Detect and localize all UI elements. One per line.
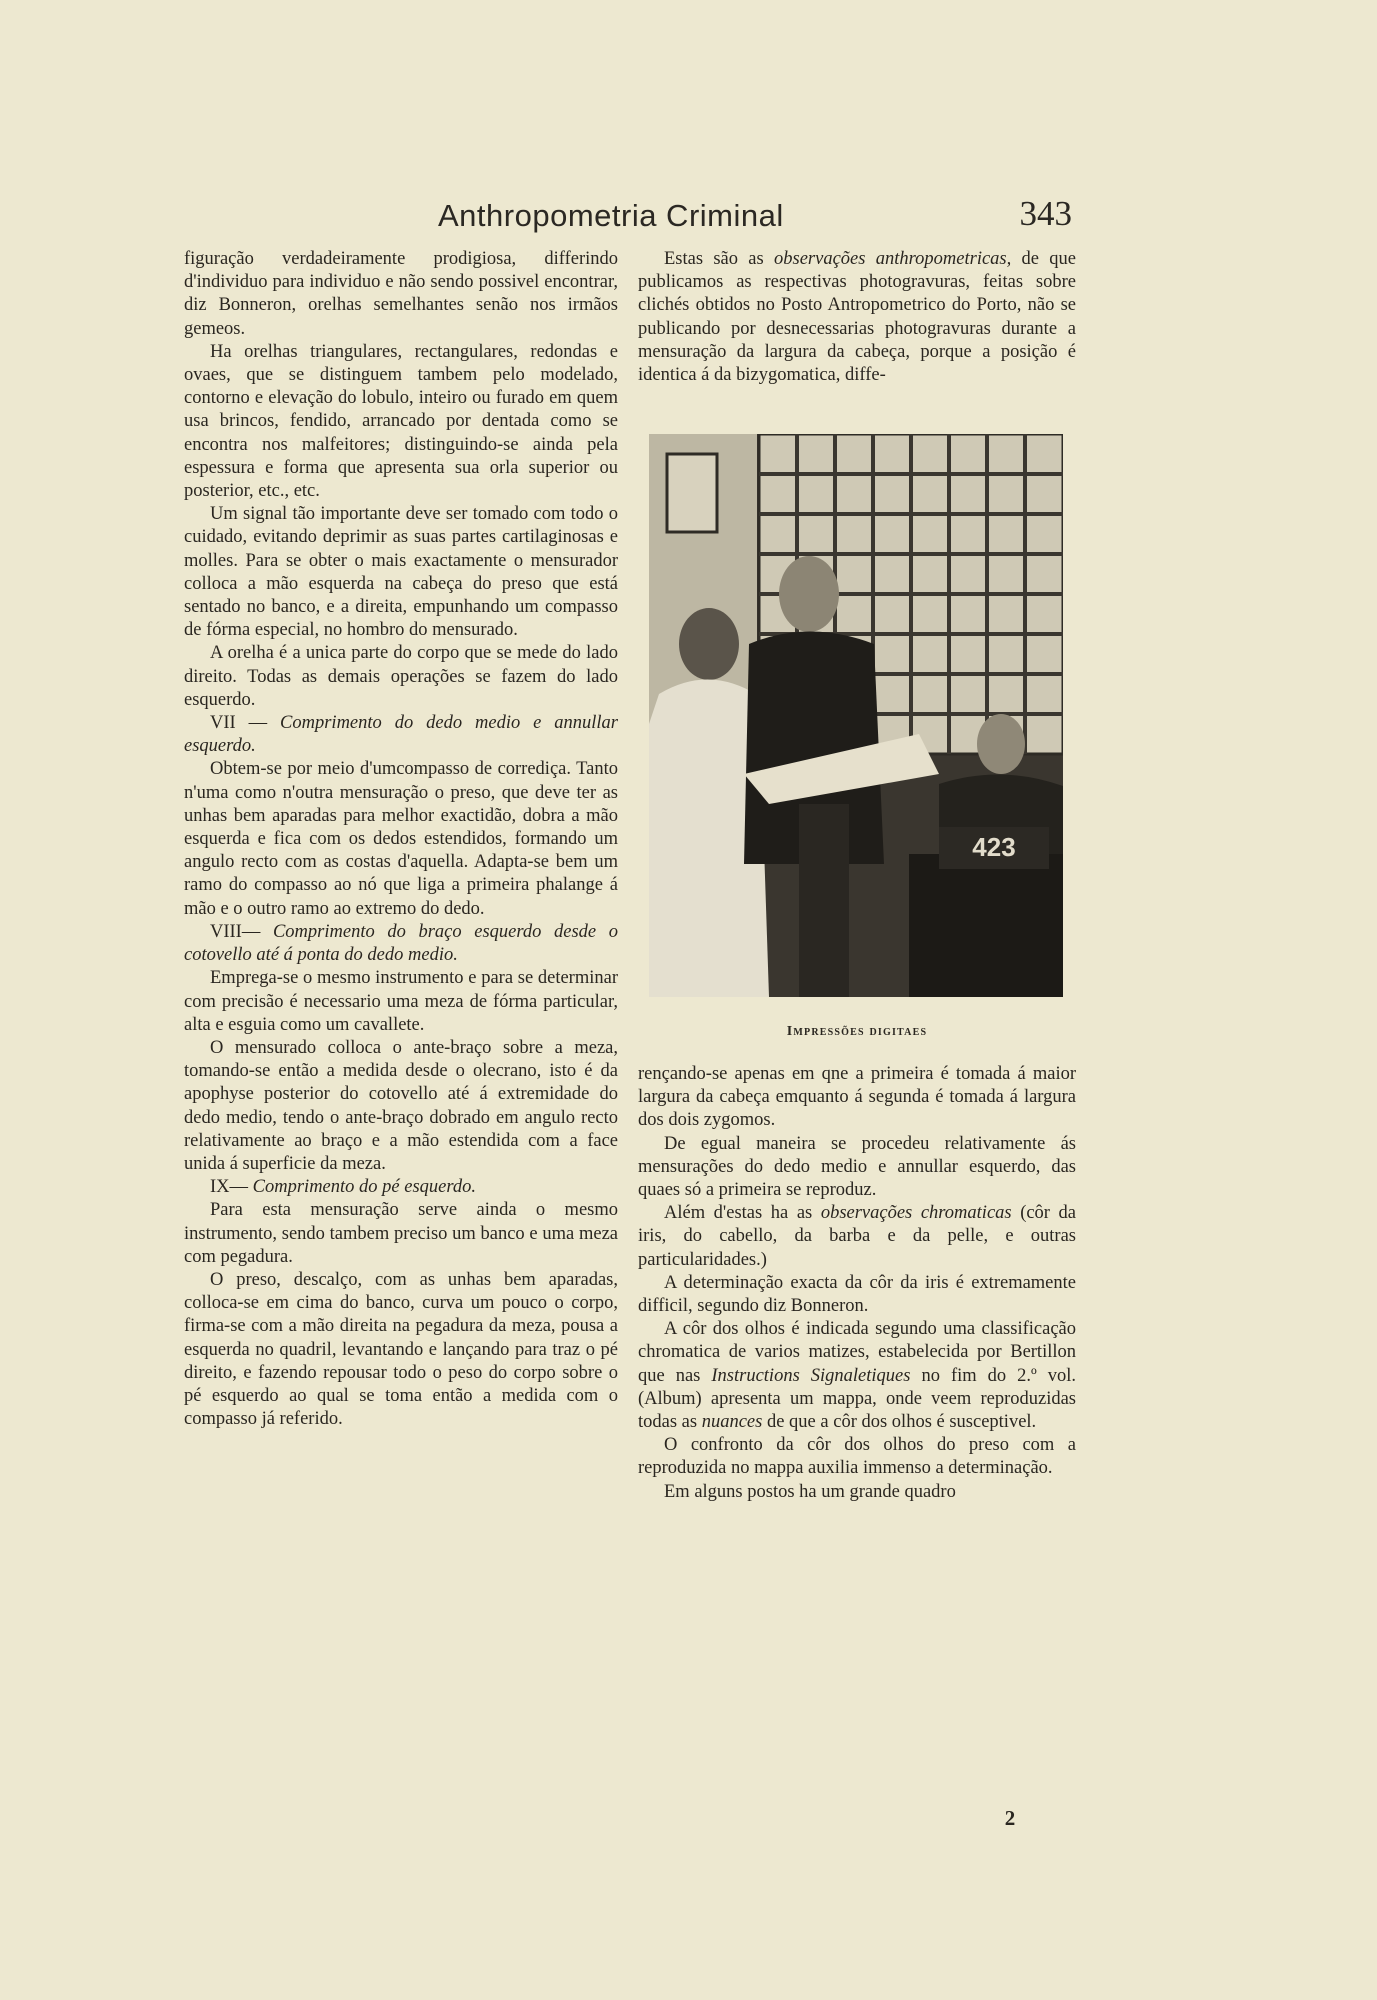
- prisoner-number-plate: 423: [972, 832, 1016, 862]
- left-column: [184, 248, 618, 1431]
- paragraph: De egual maneira se procedeu relativamente ás mensurações do dedo medio e annullar esquerdo, das quaes só a primeira se reproduz.: [638, 1133, 1076, 1201]
- paragraph: O preso, descalço, com as unhas bem aparadas, colloca-se em cima do banco, curva um pouco o corpo, firma-se com a mão direita na pegadura da meza, pousa a esquerda no quadril, levantando e lançando para traz o pé direito, e fazendo repousar todo o peso do corpo sobre o pé esquerdo ao qual se toma então a medida com o compasso já referido.: [184, 1269, 618, 1430]
- paragraph: O mensurado colloca o ante-braço sobre a meza, tomando-se então a medida desde o olecrano, isto é da apophyse posterior do cotovello até á extremidade do dedo medio, tendo o ante-braço dobrado em angulo recto relativamente ao braço e a mão estendida com a face unida á superficie da meza.: [184, 1037, 618, 1174]
- photograph-illustration: [649, 434, 1063, 997]
- section-number: IX—: [210, 1177, 249, 1198]
- paragraph: figuração verdadeiramente prodigiosa, differindo d'individuo para individuo e não sendo possivel encontrar, diz Bonneron, orelhas semelhantes senão nos irmãos gemeos.: [184, 249, 618, 339]
- paragraph: Emprega-se o mesmo instrumento e para se determinar com precisão é necessario uma meza de fórma particular, alta e esguia como um cavallete.: [184, 968, 618, 1035]
- section-title: Comprimento do pé esquerdo.: [252, 1177, 477, 1198]
- page-number: 343: [1019, 194, 1072, 233]
- right-column-top: [638, 248, 1076, 387]
- section-heading-vii: [184, 712, 618, 758]
- section-heading-viii: [184, 921, 618, 967]
- paragraph: A orelha é a unica parte do corpo que se mede do lado direito. Todas as demais operações se fazem do lado esquerdo.: [184, 643, 618, 710]
- paragraph: Além d'estas ha as observações chromaticas (côr da iris, do cabello, da barba e da pelle, e outras particularidades.): [638, 1203, 1077, 1270]
- running-title: Anthropometria Criminal: [438, 198, 784, 233]
- paragraph: Estas são as observações anthropometricas, de que publicamos as respectivas photogravuras, feitas sobre clichés obtidos no Posto Antropometrico do Porto, não se publicando por desnecessarias photogravuras durante a mensuração da largura da cabeça, porque a posição é identica á da bizygomatica, diffe-: [638, 249, 1077, 386]
- paragraph: Obtem-se por meio d'umcompasso de corrediça. Tanto n'uma como n'outra mensuração o preso, que deve ter as unhas bem aparadas para melhor exactidão, dobra a mão esquerda e fica com os dedos estendidos, formando um angulo recto com as costas d'aquella. Adapta-se bem um ramo do compasso ao nó que liga a primeira phalange á mão e o outro ramo ao extremo do dedo.: [184, 759, 618, 919]
- section-title: Comprimento do dedo medio e annullar esquerdo.: [184, 713, 618, 757]
- section-title: Comprimento do braço esquerdo desde o cotovello até á ponta do dedo medio.: [184, 921, 618, 966]
- photograph-figure: [649, 434, 1063, 997]
- paragraph: A côr dos olhos é indicada segundo uma classificação chromatica de varios matizes, estabelecida por Bertillon que nas Instructions Signaletiques no fim do 2.º vol. (Album) apresenta um mappa, onde veem reproduzidas todas as nuances de que a côr dos olhos é susceptivel.: [638, 1319, 1077, 1433]
- paragraph: Um signal tão importante deve ser tomado com todo o cuidado, evitando deprimir as suas partes cartilaginosas e molles. Para se obter o mais exactamente o mensurador colloca a mão esquerda na cabeça do preso que está sentado no banco, e a direita, empunhando um compasso de fórma especial, no hombro do mensurado.: [184, 504, 618, 641]
- paragraph: Ha orelhas triangulares, rectangulares, redondas e ovaes, que se distinguem tambem pelo modelado, contorno e elevação do lobulo, inteiro ou furado em quem usa brincos, fendido, arrancado por dentada como se encontra nos malfeitores; distinguindo-se ainda pela espessura e forma que apresenta sua orla superior ou posterior, etc., etc.: [184, 341, 618, 502]
- paragraph: A determinação exacta da côr da iris é extremamente difficil, segundo diz Bonneron.: [638, 1272, 1076, 1317]
- signature-mark: 2: [1004, 1806, 1016, 1830]
- paragraph: O confronto da côr dos olhos do preso com a reproduzida no mappa auxilia immenso a determinação.: [638, 1435, 1076, 1479]
- section-heading-ix: [184, 1176, 618, 1199]
- figure-caption: Impressões digitaes: [786, 1024, 928, 1039]
- paragraph: Em alguns postos ha um grande quadro: [664, 1481, 956, 1502]
- paragraph: Para esta mensuração serve ainda o mesmo instrumento, sendo tambem preciso um banco e uma meza com pegadura.: [184, 1200, 618, 1267]
- right-column-bottom: [638, 1063, 1076, 1504]
- paragraph: rençando-se apenas em qne a primeira é tomada á maior largura da cabeça emquanto á segunda é tomada á largura dos dois zygomos.: [638, 1064, 1076, 1131]
- section-number: VIII—: [210, 921, 261, 942]
- section-number: VII —: [210, 713, 268, 734]
